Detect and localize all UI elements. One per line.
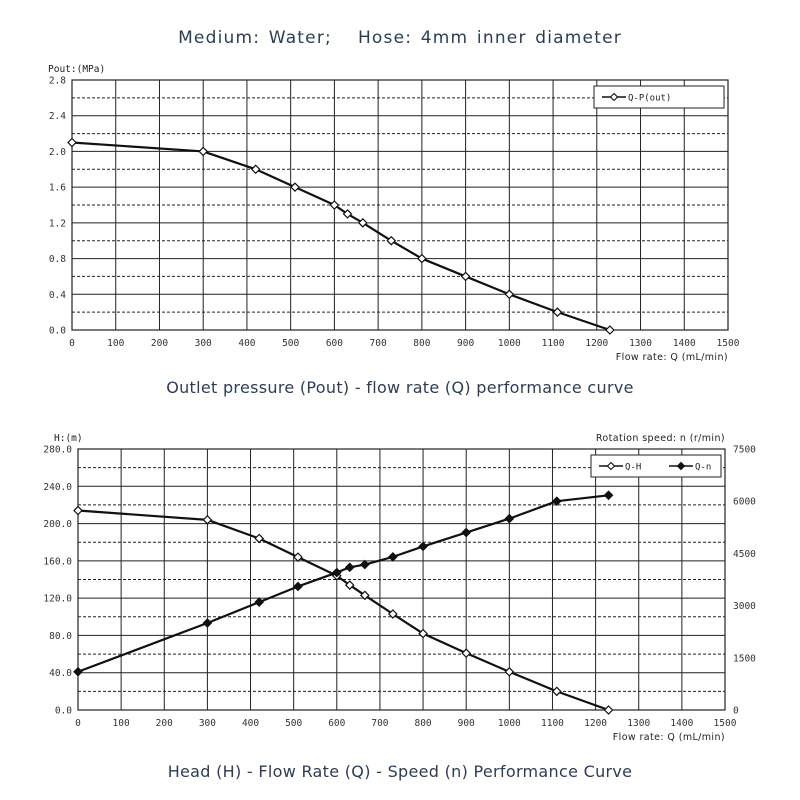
y2-tick-label: 4500 <box>733 548 756 560</box>
x-tick-label: 1100 <box>541 338 565 349</box>
data-point-Q-n <box>203 619 211 627</box>
x-tick-label: 1300 <box>629 338 652 349</box>
y2-tick-label: 1500 <box>733 653 756 665</box>
y-tick-label: 0.4 <box>48 289 66 301</box>
y-tick-label: 1.6 <box>48 182 66 194</box>
head-speed-flow-chart <box>0 425 800 755</box>
y-tick-label: 240.0 <box>43 481 72 493</box>
legend-label: Q-P(out) <box>628 93 672 104</box>
y-tick-label: 160.0 <box>43 556 72 568</box>
y2-tick-label: 6000 <box>733 496 756 508</box>
data-point-Q-H <box>462 649 470 657</box>
x-tick-label: 200 <box>150 338 169 349</box>
series-line-Q-P(out) <box>72 143 610 331</box>
data-point-Q-n <box>605 491 613 499</box>
data-point-Q-H <box>255 534 263 542</box>
x-tick-label: 900 <box>457 718 475 729</box>
x-tick-label: 0 <box>75 718 81 729</box>
legend-label: Q-n <box>695 462 712 473</box>
y-tick-label: 0.0 <box>48 325 66 337</box>
head-chart-caption: Head (H) - Flow Rate (Q) - Speed (n) Performance Curve <box>167 762 633 781</box>
x-axis-title: Flow rate: Q (mL/min) <box>612 732 725 743</box>
x-tick-label: 1200 <box>585 338 609 349</box>
data-point-Q-n <box>255 598 263 606</box>
y-axis-title: Pout:(MPa) <box>48 64 106 75</box>
x-tick-label: 800 <box>413 338 431 349</box>
data-point-Q-H <box>294 553 302 561</box>
x-tick-label: 100 <box>112 718 130 729</box>
data-point-Q-H <box>74 507 82 515</box>
x-tick-label: 700 <box>369 338 387 349</box>
data-point-Q-n <box>74 668 82 676</box>
y-tick-label: 2.0 <box>48 146 66 158</box>
x-tick-label: 400 <box>241 718 260 729</box>
x-tick-label: 600 <box>328 718 346 729</box>
y-tick-label: 280.0 <box>43 444 72 456</box>
page-header <box>0 28 800 48</box>
data-point-Q-H <box>203 516 211 524</box>
y-tick-label: 0.0 <box>54 705 72 717</box>
data-point-Q-n <box>462 529 470 537</box>
data-point-Q-P(out) <box>553 308 561 316</box>
data-point-Q-P(out) <box>462 272 470 280</box>
data-point-Q-n <box>505 515 513 523</box>
data-point-Q-H <box>553 687 561 695</box>
data-point-Q-n <box>346 563 354 571</box>
y2-tick-label: 7500 <box>733 444 756 456</box>
y-tick-label: 2.8 <box>48 75 66 87</box>
x-tick-label: 1400 <box>670 718 694 729</box>
x-tick-label: 0 <box>69 338 75 349</box>
data-point-Q-P(out) <box>199 147 207 155</box>
x-tick-label: 1000 <box>497 338 521 349</box>
series-line-Q-n <box>78 495 609 671</box>
x-tick-label: 1200 <box>584 718 608 729</box>
x-tick-label: 1100 <box>541 718 564 729</box>
y-axis-title: H:(m) <box>54 433 83 444</box>
x-tick-label: 700 <box>371 718 389 729</box>
y-tick-label: 2.4 <box>48 111 66 123</box>
x-tick-label: 1300 <box>627 718 651 729</box>
data-point-Q-n <box>553 497 561 505</box>
x-tick-label: 100 <box>107 338 125 349</box>
legend-label: Q-H <box>625 462 642 473</box>
x-tick-label: 1400 <box>672 338 696 349</box>
x-tick-label: 500 <box>282 338 300 349</box>
y2-axis-title: Rotation speed: n (r/min) <box>595 433 725 444</box>
data-point-Q-n <box>389 553 397 561</box>
data-point-Q-n <box>294 582 302 590</box>
y2-tick-label: 0 <box>733 705 739 717</box>
x-tick-label: 300 <box>198 718 216 729</box>
x-tick-label: 1500 <box>716 338 740 349</box>
y-tick-label: 200.0 <box>43 519 72 531</box>
data-point-Q-n <box>419 542 427 550</box>
x-tick-label: 500 <box>285 718 303 729</box>
data-point-Q-P(out) <box>606 326 614 334</box>
y-tick-label: 120.0 <box>43 593 72 605</box>
data-point-Q-P(out) <box>252 165 260 173</box>
pressure-chart-caption: Outlet pressure (Pout) - flow rate (Q) performance curve <box>166 378 634 397</box>
data-point-Q-H <box>505 668 513 676</box>
x-tick-label: 1000 <box>497 718 521 729</box>
data-point-Q-P(out) <box>291 183 299 191</box>
x-tick-label: 800 <box>414 718 432 729</box>
x-tick-label: 400 <box>238 338 256 349</box>
x-tick-label: 1500 <box>713 718 737 729</box>
data-point-Q-P(out) <box>505 290 513 298</box>
x-tick-label: 900 <box>457 338 475 349</box>
x-axis-title: Flow rate: Q (mL/min) <box>615 352 728 363</box>
series-line-Q-H <box>78 511 609 710</box>
y-tick-label: 80.0 <box>49 630 72 642</box>
medium-label: Medium: Water; <box>178 28 332 48</box>
pressure-flow-chart <box>0 60 800 370</box>
x-tick-label: 600 <box>325 338 343 349</box>
x-tick-label: 300 <box>194 338 212 349</box>
y-tick-label: 40.0 <box>49 668 72 680</box>
y-tick-label: 1.2 <box>48 218 66 230</box>
x-tick-label: 200 <box>155 718 173 729</box>
data-point-Q-P(out) <box>68 139 76 147</box>
y2-tick-label: 3000 <box>733 601 756 613</box>
y-tick-label: 0.8 <box>48 254 66 266</box>
hose-label: Hose: 4mm inner diameter <box>357 28 622 48</box>
data-point-Q-H <box>605 706 613 714</box>
data-point-Q-n <box>361 561 369 569</box>
